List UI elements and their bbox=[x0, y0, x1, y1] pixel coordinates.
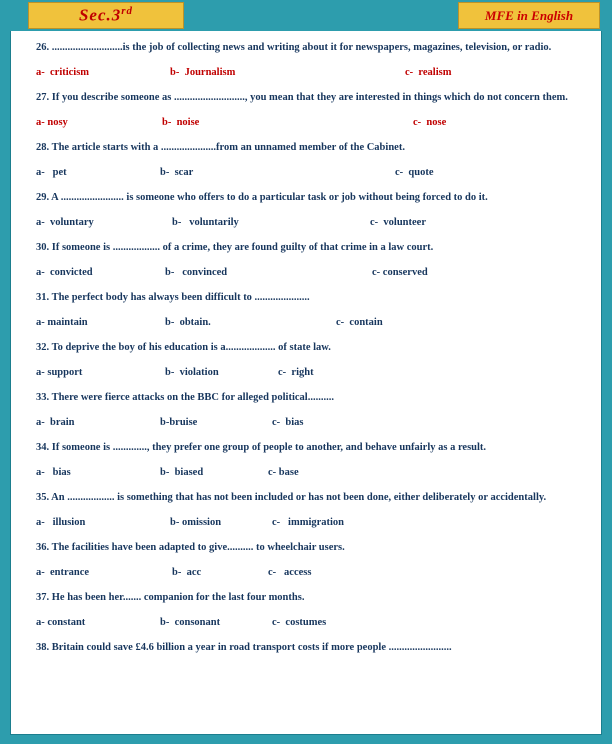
question-number: 38. bbox=[36, 642, 50, 653]
options-row bbox=[36, 510, 588, 535]
question-number: 37. bbox=[36, 592, 50, 603]
option-c: c- base bbox=[268, 467, 299, 478]
options-row bbox=[36, 60, 588, 85]
option-b: b-bruise bbox=[160, 417, 198, 428]
option-b: b- omission bbox=[170, 517, 222, 528]
question-text bbox=[36, 585, 588, 610]
option-b: b- obtain. bbox=[165, 317, 211, 328]
question-block bbox=[36, 635, 588, 660]
question-statement: ...........................is the job of collecting news and writing about it for newspapers, magazines, television, or radio. bbox=[51, 42, 552, 53]
question-statement: If you describe someone as ..........................., you mean that they are interested in things which do not concern them. bbox=[51, 92, 568, 103]
option-c: c- access bbox=[268, 567, 312, 578]
option-b: b- Journalism bbox=[170, 67, 236, 78]
option-b: b- violation bbox=[165, 367, 219, 378]
option-a: a- support bbox=[36, 367, 83, 378]
question-statement: The article starts with a .....................from an unnamed member of the Cabinet. bbox=[51, 142, 405, 153]
question-statement: To deprive the boy of his education is a................... of state law. bbox=[51, 342, 331, 353]
option-a: a- brain bbox=[36, 417, 75, 428]
option-a: a- criticism bbox=[36, 67, 90, 78]
option-a: a- convicted bbox=[36, 267, 93, 278]
question-text bbox=[36, 535, 588, 560]
question-block bbox=[36, 535, 588, 585]
option-c: c- nose bbox=[413, 117, 447, 128]
brand-title-box bbox=[458, 2, 600, 29]
question-statement: Britain could save £4.6 billion a year in road transport costs if more people ........................ bbox=[51, 642, 452, 653]
question-number: 33. bbox=[36, 392, 50, 403]
question-statement: The facilities have been adapted to give.......... to wheelchair users. bbox=[51, 542, 345, 553]
option-b: b- scar bbox=[160, 167, 194, 178]
option-a: a- illusion bbox=[36, 517, 86, 528]
question-number: 32. bbox=[36, 342, 50, 353]
options-row bbox=[36, 460, 588, 485]
option-a: a- maintain bbox=[36, 317, 88, 328]
options-row bbox=[36, 160, 588, 185]
options-row bbox=[36, 410, 588, 435]
options-row bbox=[36, 560, 588, 585]
question-number: 28. bbox=[36, 142, 50, 153]
question-block bbox=[36, 35, 588, 85]
question-text bbox=[36, 285, 588, 310]
question-number: 34. bbox=[36, 442, 50, 453]
question-block bbox=[36, 435, 588, 485]
option-b: b- voluntarily bbox=[172, 217, 239, 228]
question-block bbox=[36, 85, 588, 135]
question-number: 31. bbox=[36, 292, 50, 303]
option-a: a- constant bbox=[36, 617, 86, 628]
question-text bbox=[36, 435, 588, 460]
option-a: a- bias bbox=[36, 467, 71, 478]
option-b: b- acc bbox=[172, 567, 202, 578]
option-c: c- bias bbox=[272, 417, 304, 428]
option-a: a- nosy bbox=[36, 117, 68, 128]
question-text bbox=[36, 85, 588, 110]
option-c: c- right bbox=[278, 367, 314, 378]
question-statement: The perfect body has always been difficult to ..................... bbox=[51, 292, 310, 303]
option-b: b- consonant bbox=[160, 617, 221, 628]
section-title-main: Sec.3 bbox=[78, 5, 122, 25]
options-row bbox=[36, 260, 588, 285]
header-band bbox=[10, 0, 602, 31]
question-text bbox=[36, 485, 588, 510]
option-c: c- contain bbox=[336, 317, 383, 328]
question-number: 36. bbox=[36, 542, 50, 553]
question-text bbox=[36, 335, 588, 360]
option-a: a- voluntary bbox=[36, 217, 94, 228]
question-number: 29. bbox=[36, 192, 50, 203]
section-title-sup: rd bbox=[121, 5, 134, 18]
question-statement: A ........................ is someone who offers to do a particular task or job without being forced to do it. bbox=[51, 192, 488, 203]
question-statement: An .................. is something that has not been included or has not been done, either deliberately or accidentally. bbox=[51, 492, 547, 503]
options-row bbox=[36, 310, 588, 335]
question-statement: If someone is ............., they prefer one group of people to another, and behave unfairly as a result. bbox=[51, 442, 487, 453]
question-statement: If someone is .................. of a crime, they are found guilty of that crime in a law court. bbox=[51, 242, 434, 253]
options-row bbox=[36, 610, 588, 635]
question-number: 26. bbox=[36, 42, 50, 53]
question-number: 30. bbox=[36, 242, 50, 253]
options-row bbox=[36, 210, 588, 235]
option-c: c- realism bbox=[405, 67, 452, 78]
question-block bbox=[36, 585, 588, 635]
question-block bbox=[36, 235, 588, 285]
question-block bbox=[36, 185, 588, 235]
options-row bbox=[36, 110, 588, 135]
question-text bbox=[36, 185, 588, 210]
brand-title: MFE in English bbox=[484, 7, 574, 23]
question-number: 35. bbox=[36, 492, 50, 503]
question-number: 27. bbox=[36, 92, 50, 103]
option-a: a- pet bbox=[36, 167, 67, 178]
question-text bbox=[36, 35, 588, 60]
question-statement: He has been her....... companion for the last four months. bbox=[51, 592, 305, 603]
question-block bbox=[36, 335, 588, 385]
option-b: b- noise bbox=[162, 117, 200, 128]
option-b: b- biased bbox=[160, 467, 204, 478]
option-c: c- quote bbox=[395, 167, 434, 178]
question-block bbox=[36, 135, 588, 185]
option-c: c- conserved bbox=[372, 267, 428, 278]
question-block bbox=[36, 285, 588, 335]
option-a: a- entrance bbox=[36, 567, 90, 578]
option-c: c- costumes bbox=[272, 617, 327, 628]
option-b: b- convinced bbox=[165, 267, 228, 278]
question-text bbox=[36, 235, 588, 260]
question-statement: There were fierce attacks on the BBC for alleged political.......... bbox=[51, 392, 334, 403]
option-c: c- volunteer bbox=[370, 217, 426, 228]
section-title-box bbox=[28, 2, 184, 29]
questions-list bbox=[10, 31, 602, 660]
section-title bbox=[79, 5, 133, 26]
question-text bbox=[36, 135, 588, 160]
options-row bbox=[36, 360, 588, 385]
question-text bbox=[36, 635, 588, 660]
question-block bbox=[36, 385, 588, 435]
option-c: c- immigration bbox=[272, 517, 345, 528]
question-block bbox=[36, 485, 588, 535]
question-text bbox=[36, 385, 588, 410]
